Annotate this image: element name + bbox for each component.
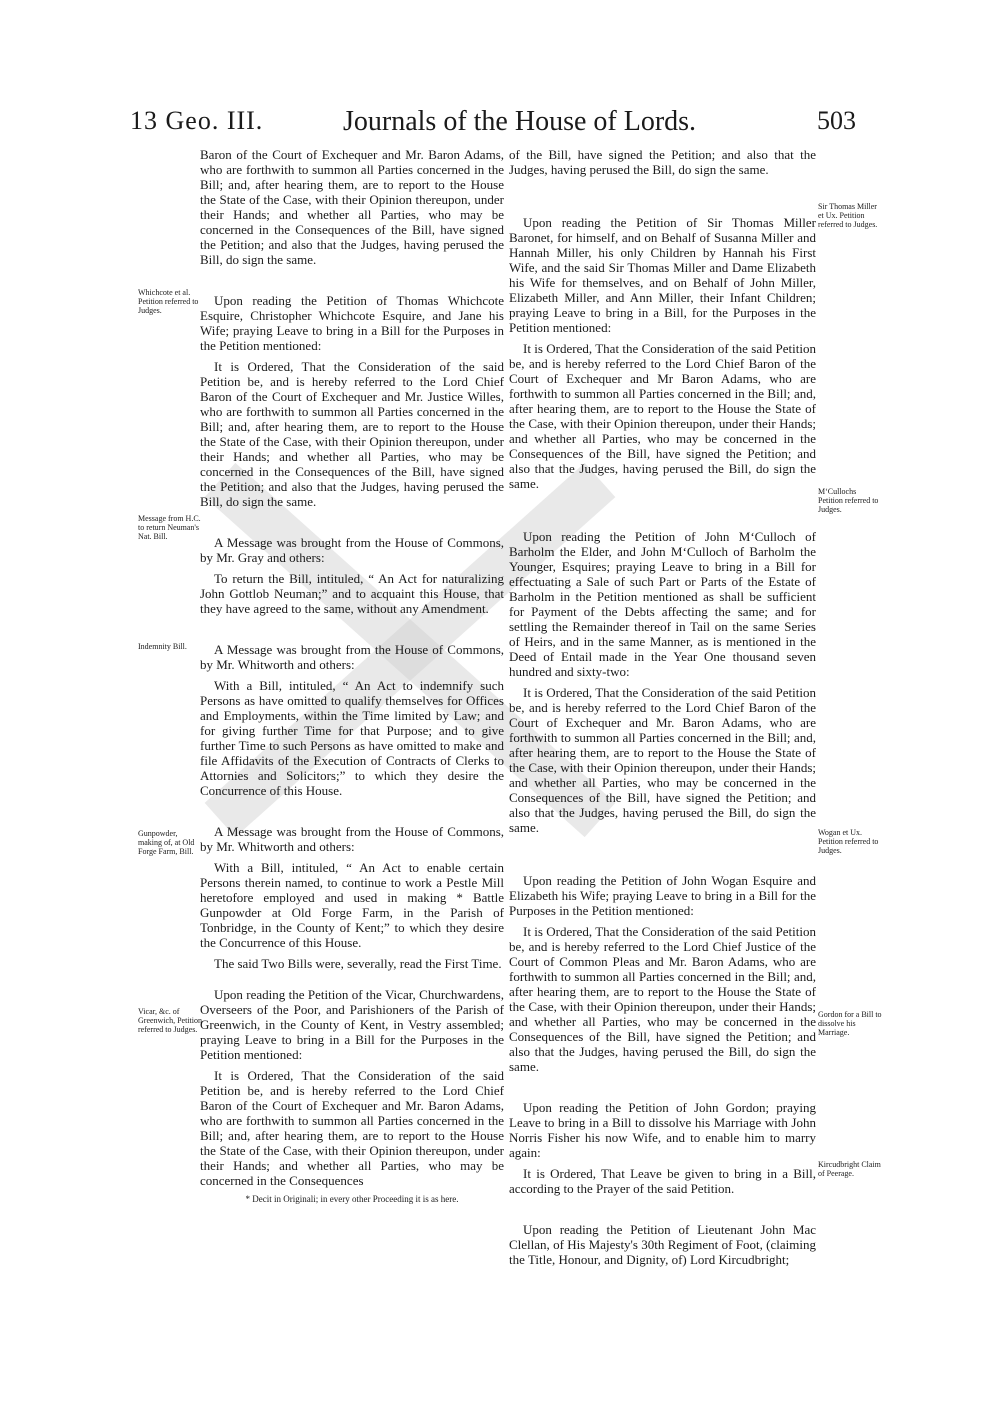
paragraph: To return the Bill, intituled, “ An Act for naturalizing John Gottlob Neuman;” and to acquaint this House, that they have agreed to the same, without any Amendment.	[200, 571, 504, 616]
paragraph: It is Ordered, That the Consideration of the said Petition be, and is hereby referred to the Lord Chief Baron of the Court of Exchequer and Mr. Justice Willes, who are forthwith to summon all Parties concerned in the Bill; and, after hearing them, are to report to the House the State of the Case, with their Opinion thereupon, under their Hands; and whether all Parties, who may be concerned in the Consequences of the Bill, have signed the Petition; and also that the Judges, having perused the Bill, do sign the same.	[200, 359, 504, 509]
page-header	[130, 106, 856, 142]
right-column	[509, 147, 816, 1273]
margin-note: Message from H.C. to return Neuman's Nat. Bill.	[138, 514, 201, 541]
paragraph: Upon reading the Petition of the Vicar, Churchwardens, Overseers of the Poor, and Parishioners of the Parish of Greenwich, in the County of Kent, in Vestry assembled; praying Leave to bring in a Bill for the Purposes in the Petition mentioned:	[200, 987, 504, 1062]
paragraph: Upon reading the Petition of John M‘Culloch of Barholm the Elder, and John M‘Culloch of Barholm the Younger, Esquires; praying Leave to bring in a Bill for effectuating a Sale of such Part or Parts of the Estate of Barholm in the Petition mentioned as shall be sufficient for Payment of the Debts affecting the same; and for settling the Remainder thereof in Tail on the same Series of Heirs, and in the same Manner, as is mentioned in the Deed of Entail made in the Year One thousand seven hundred and sixty-two:	[509, 529, 816, 679]
margin-note: Wogan et Ux. Petition referred to Judges.	[818, 828, 879, 855]
paragraph: It is Ordered, That the Consideration of the said Petition be, and is hereby referred to the Lord Chief Justice of the Court of Common Pleas and Mr. Baron Adams, who are forthwith to summon all Parties concerned in the Bill; and, after hearing them, are to report to the House the State of the Case, with their Opinion thereupon, under their Hands; and whether all Parties, who may be concerned in the Consequences of the Bill, have signed the Petition; and also that the Judges, having perused the Bill, do sign the same.	[509, 924, 816, 1074]
paragraph: It is Ordered, That the Consideration of the said Petition be, and is hereby referred to the Lord Chief Baron of the Court of Exchequer and Mr. Baron Adams, who are forthwith to summon all Parties concerned in the Bill; and, after hearing them, are to report to the House the State of the Case, with their Opinion thereupon, under their Hands; and whether all Parties, who may be concerned in the Consequences of the Bill, have signed the Petition; and also that the Judges, having perused the Bill, do sign the same.	[509, 685, 816, 835]
paragraph: It is Ordered, That the Consideration of the said Petition be, and is hereby referred to the Lord Chief Baron of the Court of Exchequer and Mr. Baron Adams, who are forthwith to summon all Parties concerned in the Bill; and, after hearing them, are to report to the House the State of the Case, with their Opinion thereupon, under their Hands; and whether all Parties, who may be concerned in the Consequences	[200, 1068, 504, 1188]
margin-note: Gunpowder, making of, at Old Forge Farm, Bill.	[138, 829, 195, 856]
paragraph: With a Bill, intituled, “ An Act to indemnify such Persons as have omitted to qualify themselves for Offices and Employments, within the Time limited by Law; and for giving further Time for that Purpose; and to give further Time to such Persons as have omitted to make and file Affidavits of the Execution of Contracts of Clerks to Attornies and Solicitors;” to which they desire the Concurrence of this House.	[200, 678, 504, 798]
paragraph: Baron of the Court of Exchequer and Mr. Baron Adams, who are forthwith to summon all Parties concerned in the Bill; and, after hearing them, are to report to the House the State of the Case, with their Opinion thereupon, under their Hands; and whether all Parties, who may be concerned in the Consequences of the Bill, have signed the Petition; and also that the Judges, having perused the Bill, do sign the same.	[200, 147, 504, 267]
paragraph: Upon reading the Petition of Thomas Whichcote Esquire, Christopher Whichcote Esquire, and Jane his Wife; praying Leave to bring in a Bill for the Purposes in the Petition mentioned:	[200, 293, 504, 353]
regnal-year: 13 Geo. III.	[130, 106, 264, 135]
margin-note: M‘Cullochs Petition referred to Judges.	[818, 487, 879, 514]
paragraph: A Message was brought from the House of Commons, by Mr. Whitworth and others:	[200, 642, 504, 672]
margin-note: Vicar, &c. of Greenwich, Petition referred to Judges.	[138, 1007, 202, 1034]
paragraph: Upon reading the Petition of John Gordon; praying Leave to bring in a Bill to dissolve his Marriage with John Norris Fisher his now Wife, and to enable him to marry again:	[509, 1100, 816, 1160]
left-column	[200, 147, 504, 1211]
margin-note: Kircudbright Claim of Peerage.	[818, 1160, 881, 1178]
paragraph: A Message was brought from the House of Commons, by Mr. Gray and others:	[200, 535, 504, 565]
footnote: * Decit in Originali; in every other Proceeding it is as here.	[245, 1194, 459, 1204]
paragraph: A Message was brought from the House of Commons, by Mr. Whitworth and others:	[200, 824, 504, 854]
margin-note: Whichcote et al. Petition referred to Judges.	[138, 288, 199, 315]
paragraph: It is Ordered, That the Consideration of the said Petition be, and is hereby referred to the Lord Chief Baron of the Court of Exchequer and Mr Baron Adams, who are forthwith to summon all Parties concerned in the Bill; and, after hearing them, are to report to the House the State of the Case, with their Opinion thereupon, under their Hands; and whether all Parties, who may be concerned in the Consequences of the Bill, have signed the Petition; and also that the Judges, having perused the Bill, do sign the same.	[509, 341, 816, 491]
paragraph: Upon reading the Petition of Lieutenant John Mac Clellan, of His Majesty's 30th Regiment of Foot, (claiming the Title, Honour, and Dignity, of) Lord Kircudbright;	[509, 1222, 816, 1267]
margin-note: Sir Thomas Miller et Ux. Petition referred to Judges.	[818, 202, 878, 229]
paragraph: With a Bill, intituled, “ An Act to enable certain Persons therein named, to continue to work a Pestle Mill heretofore employed and used in making * Battle Gunpowder at Old Forge Farm, in the Parish of Tonbridge, in the County of Kent;” to which they desire the Concurrence of this House.	[200, 860, 504, 950]
paragraph: Upon reading the Petition of John Wogan Esquire and Elizabeth his Wife; praying Leave to bring in a Bill for the Purposes in the Petition mentioned:	[509, 873, 816, 918]
paragraph: of the Bill, have signed the Petition; and also that the Judges, having perused the Bill, do sign the same.	[509, 147, 816, 177]
margin-note: Gordon for a Bill to dissolve his Marriage.	[818, 1010, 882, 1037]
page-number: 503	[817, 106, 856, 135]
paragraph: Upon reading the Petition of Sir Thomas Miller Baronet, for himself, and on Behalf of Susanna Miller and Hannah Miller, his only Children by Hannah his First Wife, and the said Sir Thomas Miller and Dame Elizabeth his Wife for themselves, and on Behalf of John Miller, Elizabeth Miller, and Ann Miller, their Infant Children; praying Leave to bring in a Bill, for the Purposes in the Petition mentioned:	[509, 215, 816, 335]
paragraph: The said Two Bills were, severally, read the First Time.	[214, 956, 502, 971]
journal-title: Journals of the House of Lords.	[343, 106, 697, 137]
paragraph: It is Ordered, That Leave be given to bring in a Bill, according to the Prayer of the said Petition.	[509, 1166, 816, 1196]
margin-note: Indemnity Bill.	[138, 642, 187, 651]
